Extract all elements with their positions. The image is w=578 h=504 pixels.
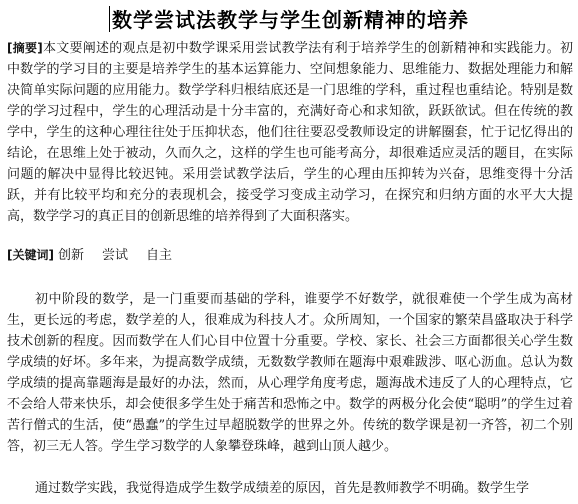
keyword-item: 尝试 (102, 248, 129, 263)
title-row (0, 4, 578, 33)
document-title: 数学尝试法教学与学生创新精神的培养 (112, 8, 469, 32)
keyword-item: 自主 (146, 248, 173, 263)
text-cursor (109, 6, 110, 32)
keywords-label: [关键词] (7, 248, 54, 262)
keywords-line (7, 245, 573, 266)
keyword-item: 创新 (57, 248, 84, 263)
abstract-paragraph (7, 38, 573, 227)
abstract-text: 本文要阐述的观点是初中数学课采用尝试教学法有利于培养学生的创新精神和实践能力。初中数学的学习目的主要是培养学生的基本运算能力、空间想象能力、思维能力、数据处理能力和解决简单实际问题的应用能力。数学学科归根结底还是一门思维的学科，重过程也重结论。特别是数学的学习过程中，学生的心理活动是十分丰富的，充满好奇心和求知欲，跃跃欲试。但在传统的教学中，学生的这种心理往往处于压抑状态，他们往往要忍受教师设定的讲解圈套，忙于记忆得出的结论，在思维上处于被动，久而久之，这样的学生也可能考高分，却很难适应灵活的题目，在实际问题的解决中显得比较迟钝。采用尝试教学法后，学生的心理由压抑转为兴奋，思维变得十分活跃，并有比较平均和充分的表现机会，接受学习变成主动学习，在探究和归纳方面的水平大大提高，数学学习的真正目的创新思维的培养得到了大面积落实。 (7, 41, 573, 224)
body-paragraph: 通过数学实践，我觉得造成学生数学成绩差的原因，首先是教师教学不明确。数学生学 (35, 481, 530, 496)
body-paragraph: 初中阶段的数学，是一门重要而基础的学科，谁要学不好数学，就很难使一个学生成为高材生，更长远的考虑，数学差的人，很难成为科技人才。众所周知，一个国家的繁荣昌盛取决于科学技术创新的程度。因而数学在人们心目中位置十分重要。学校、家长、社会三方面都很关心学生数学成绩的好坏。多年来，为提高数学成绩，无数数学教师在题海中艰难跋涉、呕心沥血。总认为数学成绩的提高靠题海是最好的办法，然而，从心理学角度考虑，题海战术违反了人的心理特点，它不会给人带来快乐，却会使很多学生处于痛苦和恐怖之中。数学的两极分化会使“聪明”的学生过着苦行僧式的生活，使“愚蠢”的学生过早超脱数学的世界之外。传统的数学课是初一齐答，初二个别答，初三无人答。学生学习数学的人象攀登珠峰，越到山顶人越少。 (7, 292, 573, 454)
abstract-label: [摘要] (7, 41, 43, 55)
